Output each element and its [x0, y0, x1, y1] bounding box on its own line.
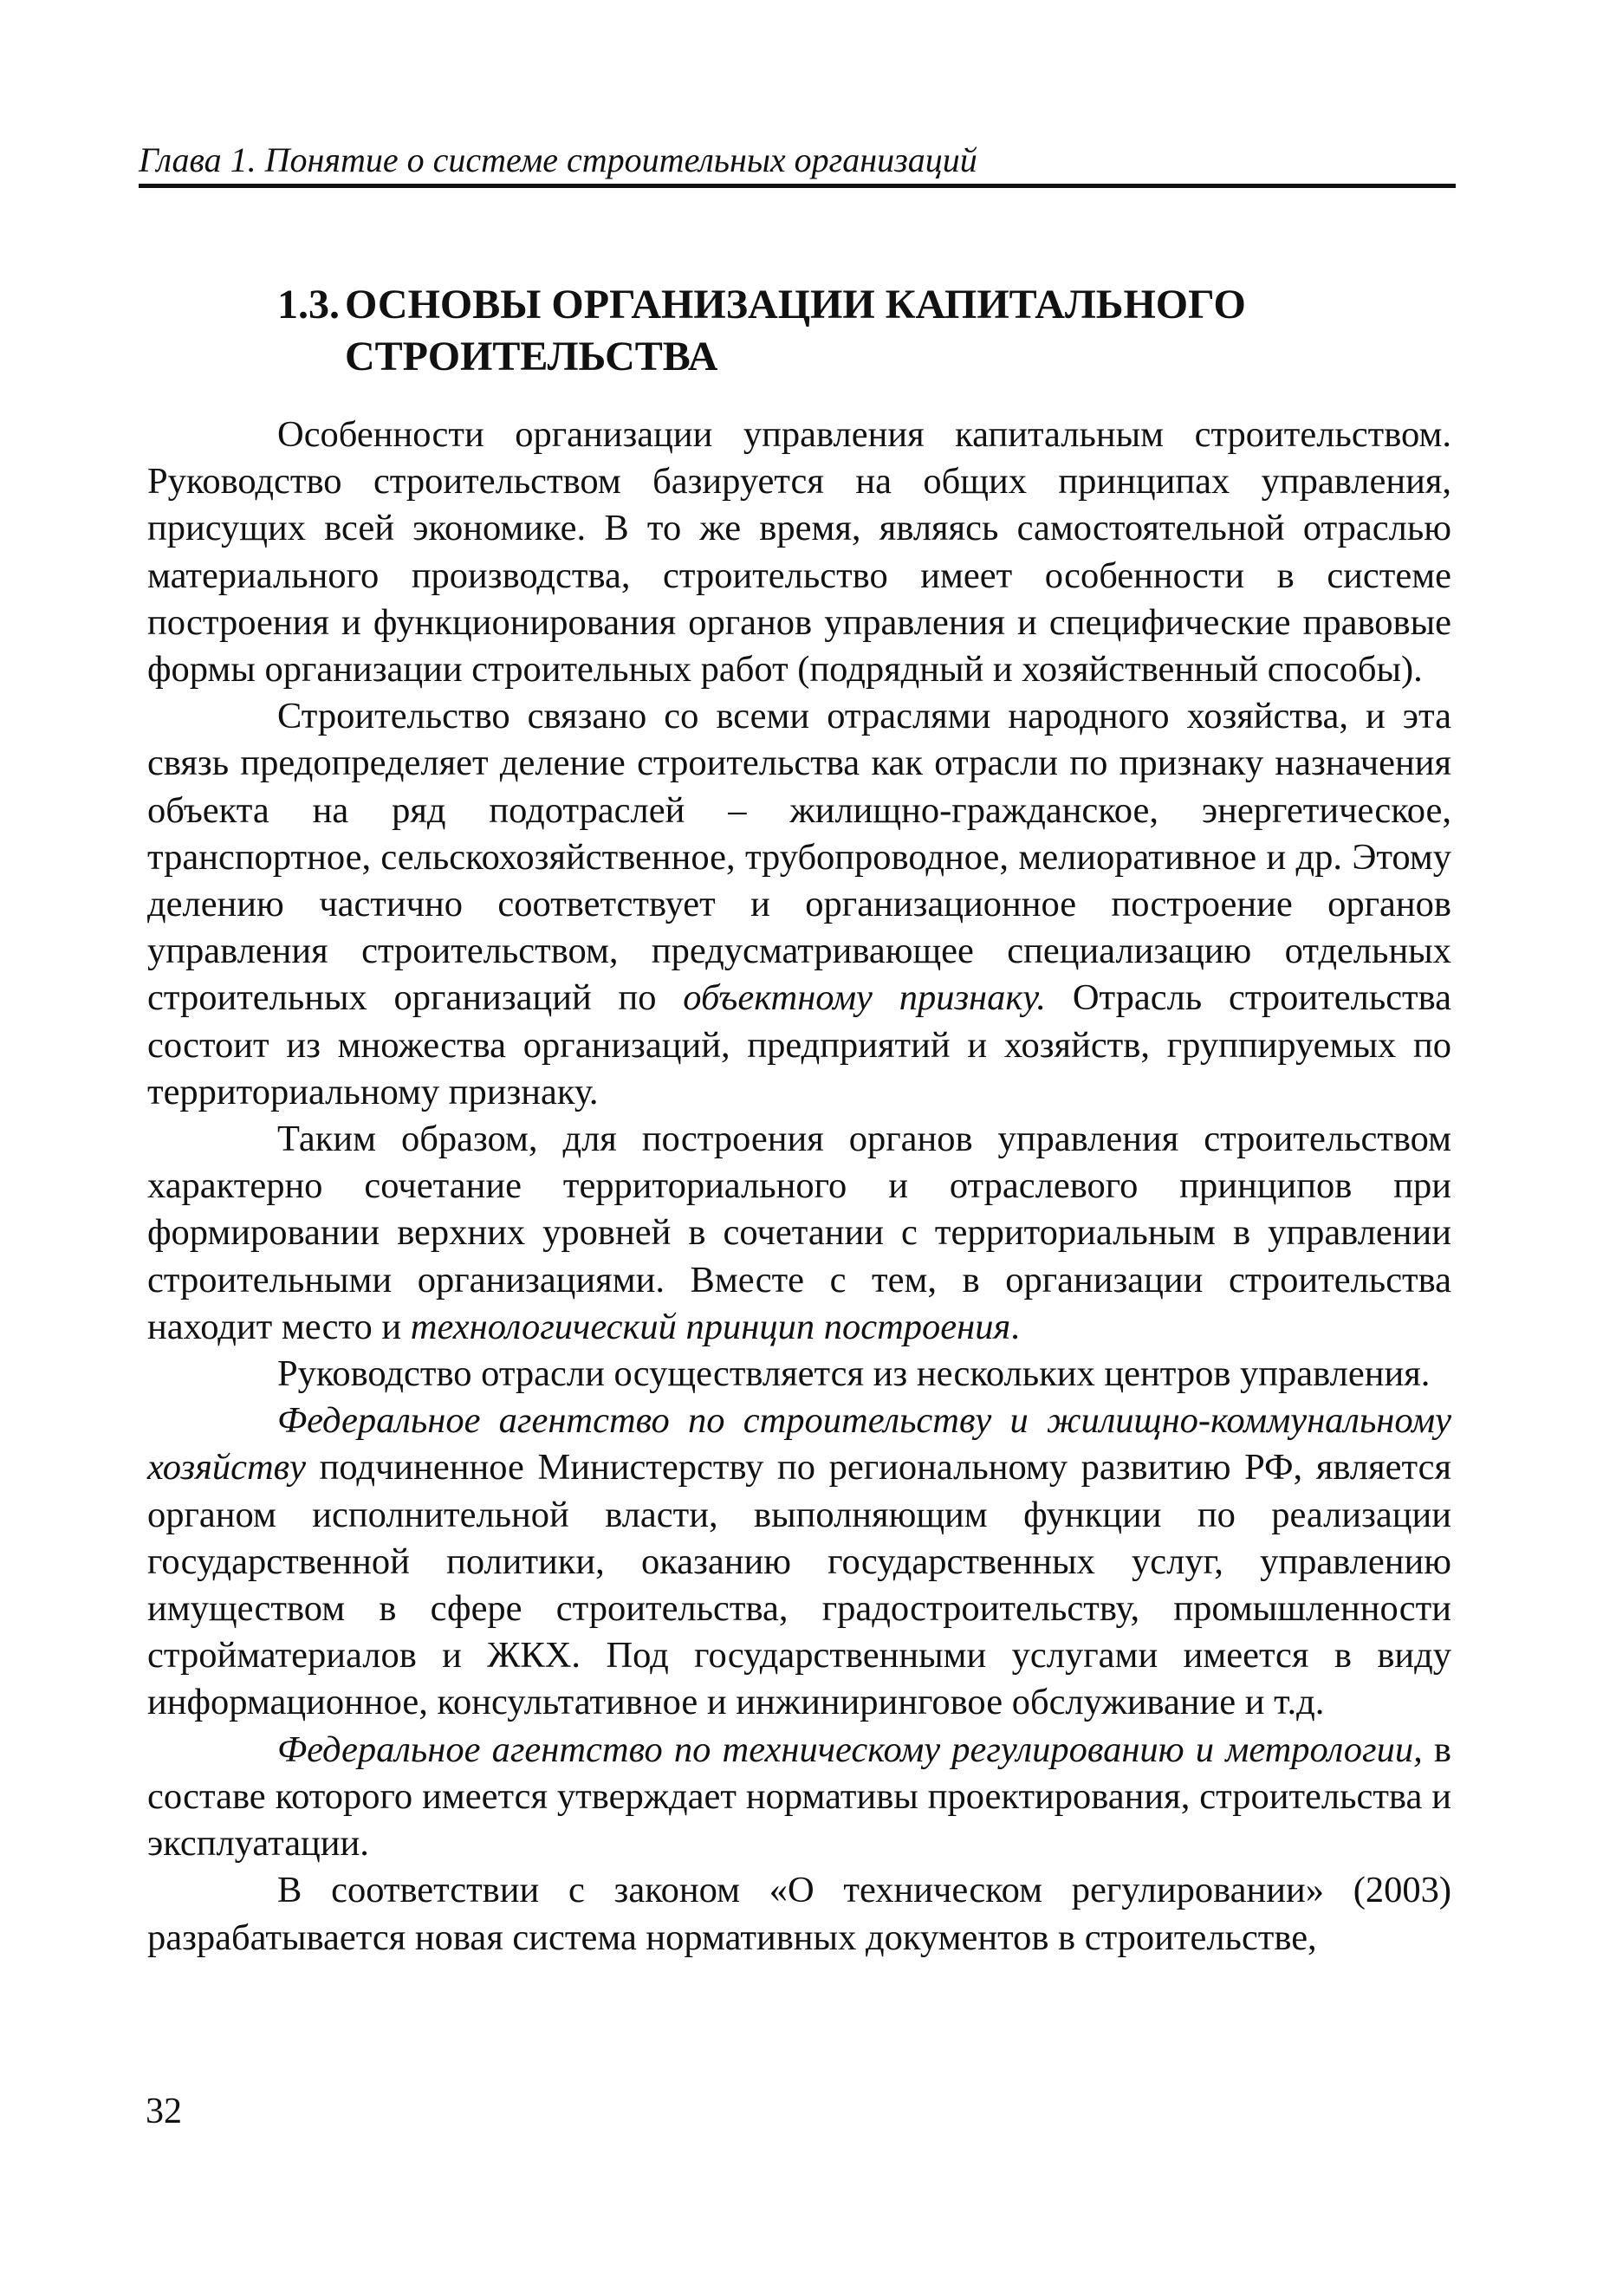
paragraph-text: Строительство связано со всеми отраслями народного хозяйства, и эта связь предопределяет деление строительства как отрасли по признаку назначения объекта на ряд подотраслей – жилищно-гражданское, энергетическое, транспортное, сельскохозяйственное, трубопроводное, мелиоративное и др. Этому делению частично соответствует и организационное построение органов управления строительством, предусматривающее специализацию отдельных строительных организаций по [147, 696, 1451, 1019]
paragraph-text: . [1010, 1306, 1020, 1347]
page-number: 32 [146, 2092, 182, 2131]
paragraph-text: Руководство отрасли осуществляется из нескольких центров управления. [277, 1353, 1431, 1395]
paragraph-text: Отрасль строительства состоит из множества организаций, предприятий и хозяйств, группируемых по территориальному признаку. [147, 977, 1452, 1112]
paragraph-6 [147, 1727, 1451, 1868]
section-heading [277, 279, 1404, 383]
section-title-line1: ОСНОВЫ ОРГАНИЗАЦИИ КАПИТАЛЬНОГО [345, 282, 1246, 328]
paragraph-emphasis: Федеральное агентство по техническому регулированию и метрологии, [277, 1728, 1423, 1770]
paragraph-text: Таким образом, для построения органов управления строительством характерно сочетание территориального и отраслевого принципов при формировании верхних уровней в сочетании с территориальным в управлении строительными организациями. Вместе с тем, в организации строительства находит место и [147, 1119, 1451, 1347]
paragraph-emphasis: объектному признаку. [683, 977, 1047, 1019]
paragraph-emphasis: Федеральное агентство по строительству и жилищно-коммунальному хозяйству [147, 1400, 1451, 1489]
paragraph-emphasis: технологический принцип построения [410, 1306, 1011, 1347]
paragraph-text: подчиненное Министерству по региональному развитию РФ, является органом исполнительной власти, выполняющим функции по реализации государственной политики, оказанию государственных услуг, управлению имуществом в сфере строительства, градостроительству, промышленности стройматериалов и ЖКХ. Под государственными услугами имеется в виду информационное, консультативное и инжиниринговое обслуживание и т.д. [147, 1447, 1451, 1723]
paragraph-text: В соответствии с законом «О техническом регулировании» (2003) разрабатывается новая система нормативных документов в строительстве, [147, 1870, 1451, 1958]
running-header: Глава 1. Понятие о системе строительных организаций [139, 140, 977, 179]
paragraph-1 [147, 412, 1451, 693]
body-text [147, 412, 1451, 1961]
paragraph-2 [147, 693, 1451, 1116]
section-number: 1.3. [277, 282, 340, 328]
paragraph-text: в составе которого имеется утверждает нормативы проектирования, строительства и эксплуатации. [147, 1728, 1451, 1865]
paragraph-text: Особенности организации управления капитальным строительством. Руководство строительством базируется на общих принципах управления, присущих всей экономике. В то же время, являясь самостоятельной отраслью материального производства, строительство имеет особенности в системе построения и функционирования органов управления и специфические правовые формы организации строительных работ (подрядный и хозяйственный способы). [147, 414, 1451, 691]
paragraph-3 [147, 1116, 1451, 1351]
paragraph-7 [147, 1867, 1451, 1961]
paragraph-5 [147, 1398, 1451, 1726]
paragraph-4 [147, 1351, 1451, 1398]
header-rule [139, 184, 1456, 188]
section-title-line2: СТРОИТЕЛЬСТВА [345, 334, 718, 379]
